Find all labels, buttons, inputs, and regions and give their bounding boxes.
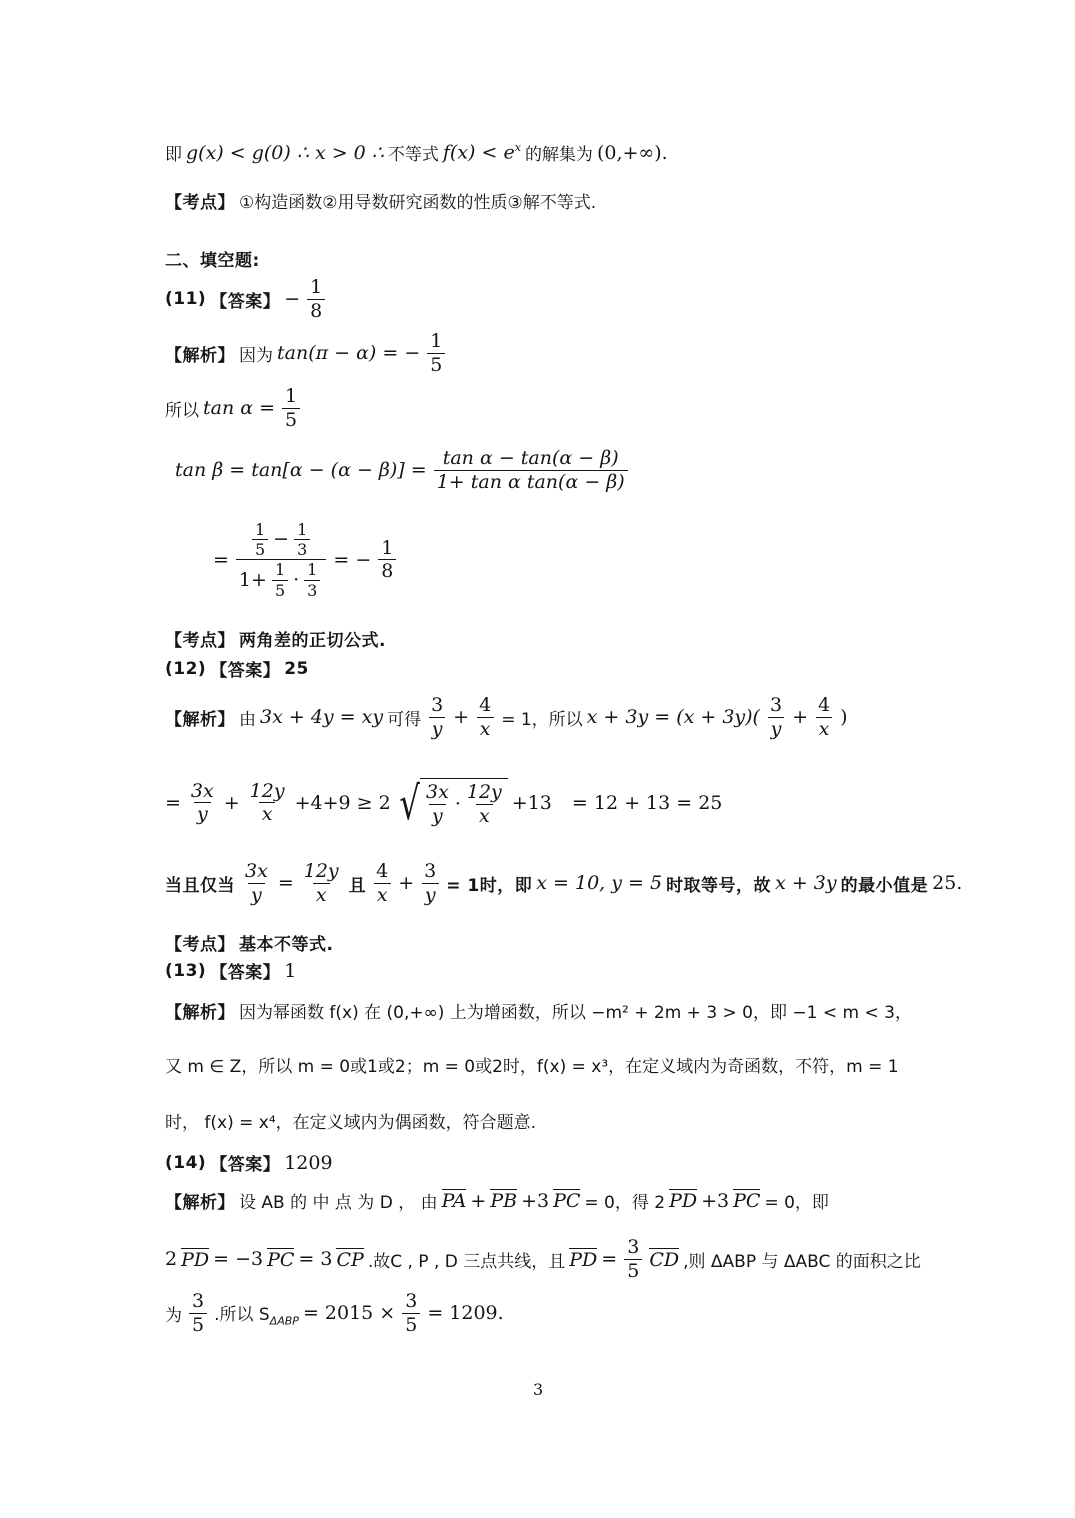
q14-answer: (14) 【答案】 1209 bbox=[165, 1151, 333, 1175]
kaodian-0 bbox=[165, 188, 596, 213]
q11-jiexi-2: 所以 tan α = $\frac{1}{5}$ bbox=[165, 385, 303, 432]
compound-fraction: $\frac{1}{5}$ − $\frac{1}{3}$ 1+ $\frac{1}{5}$ · $\frac{1}{3}$ bbox=[236, 520, 326, 600]
q11-answer: (11) 【答案】 − $\frac{1}{8}$ bbox=[165, 276, 328, 323]
label: 【考点】 bbox=[165, 193, 235, 213]
section-title: 二、填空题: bbox=[165, 251, 260, 271]
line-solution-set bbox=[165, 140, 668, 165]
q11-kaodian: 【考点】 两角差的正切公式. bbox=[165, 631, 386, 651]
math: g(x) < g(0) ∴ x > 0 ∴ bbox=[186, 141, 384, 164]
page-number: 3 bbox=[533, 1380, 544, 1399]
q13-jiexi-3: 时， f(x) = x⁴，在定义域内为偶函数，符合题意. bbox=[165, 1113, 537, 1133]
q12-jiexi-3: 当且仅当 $\frac{3x}{y}$ = $\frac{12y}{x}$ 且 $\frac{4}{x}$ + $\frac{3}{y}$ = 1时，即 x = 10, y = 5 时取等号，故 x + 3y 的最小值是 25. bbox=[165, 860, 963, 906]
q13-jiexi-1: 【解析】 因为幂函数 f(x) 在 (0,+∞) 上为增函数，所以 −m² + 2m + 3 > 0，即 −1 < m < 3， bbox=[165, 1003, 912, 1023]
q12-answer: (12) 【答案】 25 bbox=[165, 658, 309, 681]
q12-jiexi-1: 【解析】 由 3x + 4y = xy 可得 $\frac{3}{y}$ + $\frac{4}{x}$ = 1，所以 x + 3y = (x + 3y)( $\frac{3}{y}$ + $\frac{4}{x}$ ) bbox=[165, 694, 848, 740]
q14-jiexi-1: 【解析】 设 AB 的 中 点 为 D ， 由 PA + PB +3 PC = 0，得 2 PD +3 PC = 0，即 bbox=[165, 1189, 829, 1213]
q12-kaodian: 【考点】 基本不等式. bbox=[165, 935, 334, 955]
math: $f(x) < e^x$ bbox=[442, 141, 521, 164]
fraction: $\frac{1}{8}$ bbox=[307, 276, 325, 323]
q13-answer: (13) 【答案】 1 bbox=[165, 959, 297, 983]
q14-jiexi-3: 为 $\frac{3}{5}$ .所以 $S_{\Delta ABP}$ = 2015 × $\frac{3}{5}$ = 1209. bbox=[165, 1290, 504, 1336]
q13-jiexi-2: 又 m ∈ Z，所以 m = 0或1或2；m = 0或2时，f(x) = x³，在定义域内为奇函数，不符，m = 1 bbox=[165, 1057, 899, 1077]
q12-jiexi-2: = $\frac{3x}{y}$ + $\frac{12y}{x}$ +4+9 ≥ 2 √ $\frac{3x}{y}$ · $\frac{12y}{x}$ +13 = 12 + 13 = 25 bbox=[165, 775, 723, 830]
math: (0,+∞). bbox=[596, 141, 668, 164]
text: 不等式 bbox=[387, 145, 439, 165]
sqrt: √ $\frac{3x}{y}$ · $\frac{12y}{x}$ bbox=[395, 778, 508, 828]
text: 即 bbox=[165, 145, 182, 165]
q14-jiexi-2: 2 PD = −3 PC = 3 CP .故C , P , D 三点共线，且 PD = $\frac{3}{5}$ CD ,则 ΔABP 与 ΔABC 的面积之比 bbox=[165, 1236, 921, 1282]
q11-jiexi-3: tan β = tan[α − (α − β)] = $\frac{\text{tan α − tan(α − β)}}{\text{1+ tan α tan(α − β)}}$ bbox=[175, 447, 631, 494]
text: ①构造函数②用导数研究函数的性质③解不等式. bbox=[239, 193, 597, 213]
text: 的解集为 bbox=[524, 145, 593, 165]
q11-jiexi-1: 【解析】 因为 tan(π − α) = − $\frac{1}{5}$ bbox=[165, 330, 448, 377]
q11-jiexi-4: = $\frac{1}{5}$ − $\frac{1}{3}$ 1+ $\frac{1}{5}$ · $\frac{1}{3}$ = − $\frac{1}{8}$ bbox=[213, 520, 399, 600]
